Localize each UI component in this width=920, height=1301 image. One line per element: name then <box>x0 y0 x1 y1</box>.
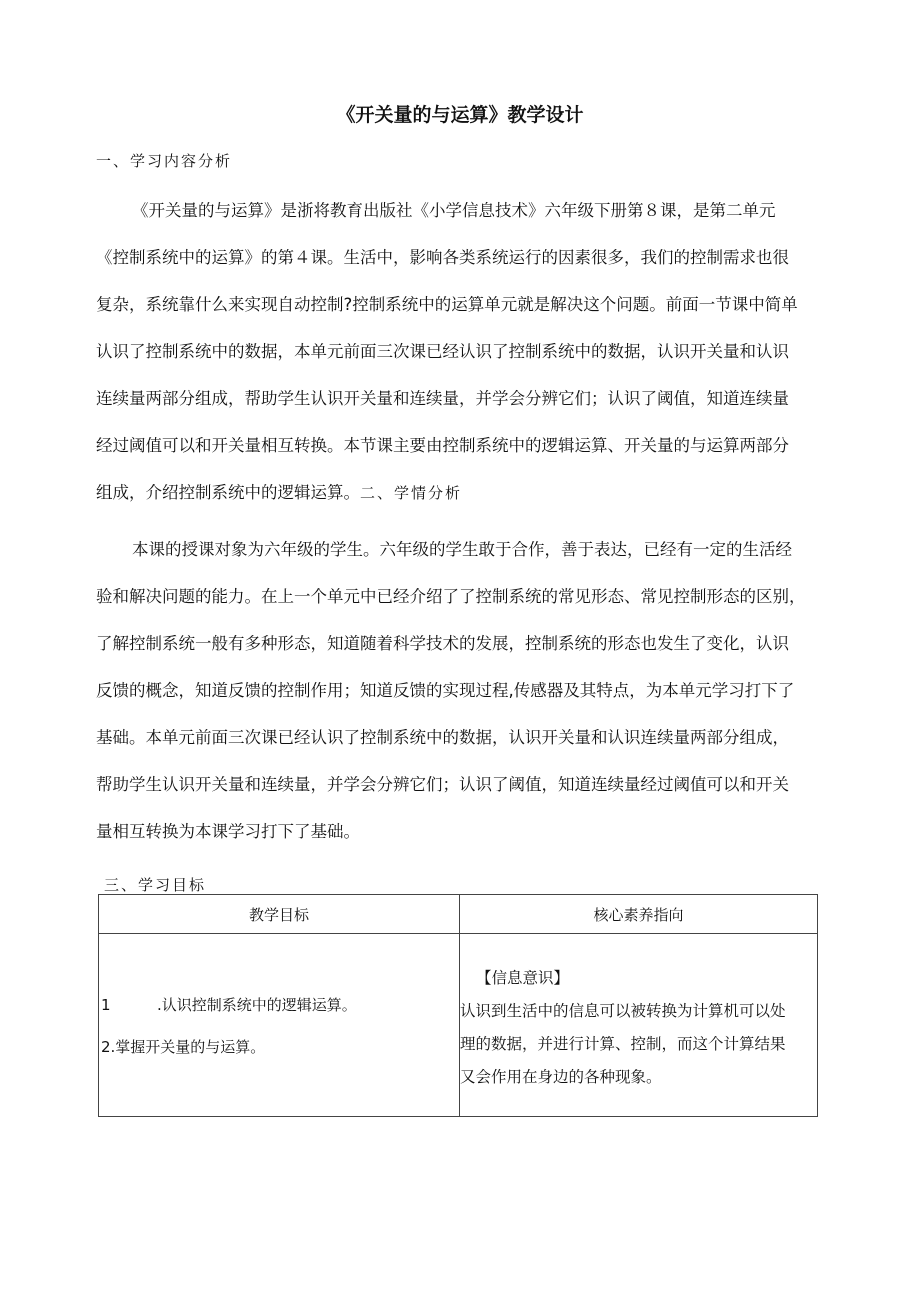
goal-item <box>101 1036 265 1057</box>
table-row <box>99 934 818 1117</box>
table-header-row <box>99 895 818 934</box>
paragraph-line: 了解控制系统一般有多种形态，知道随着科学技术的发展，控制系统的形态也发生了变化，认识 <box>96 634 789 653</box>
paragraph-line: 帮助学生认识开关量和连续量，并学会分辨它们；认识了阈值，知道连续量经过阈值可以和开关 <box>96 775 789 794</box>
paragraph-line: 《开关量的与运算》是浙将教育出版社《小学信息技术》六年级下册第８课，是第二单元 <box>132 201 776 220</box>
goal-text: .认识控制系统中的逻辑运算。 <box>157 996 357 1014</box>
table-header-teaching-goals: 教学目标 <box>99 895 460 934</box>
learner-analysis-paragraph <box>96 526 824 855</box>
paragraph-line: 认识了控制系统中的数据，本单元前面三次课已经认识了控制系统中的数据，认识开关量和认识 <box>96 342 789 361</box>
paragraph-line: 量相互转换为本课学习打下了基础。 <box>96 822 360 841</box>
paragraph-line: 本课的授课对象为六年级的学生。六年级的学生敢于合作，善于表达，已经有一定的生活经 <box>132 540 792 559</box>
paragraph-line: 基础。本单元前面三次课已经认识了控制系统中的数据，认识开关量和认识连续量两部分组成， <box>96 728 789 747</box>
section-heading-learning-goals: 三、学习目标 <box>104 876 207 894</box>
content-analysis-paragraph <box>96 187 824 517</box>
goal-item <box>101 994 357 1015</box>
paragraph-line: 经过阈值可以和开关量相互转换。本节课主要由控制系统中的逻辑运算、开关量的与运算两部分 <box>96 436 789 455</box>
learning-goals-table <box>98 894 818 1117</box>
core-literacy-line: 理的数据，并进行计算、控制，而这个计算结果 <box>460 1035 786 1053</box>
paragraph-line: 连续量两部分组成，帮助学生认识开关量和连续量，并学会分辨它们；认识了阈值，知道连续量 <box>96 389 789 408</box>
paragraph-line: 验和解决问题的能力。在上一个单元中已经介绍了了控制系统的常见形态、常见控制形态的区别， <box>96 587 806 606</box>
paragraph-line: 组成，介绍控制系统中的逻辑运算。 <box>96 483 360 502</box>
goal-number: 1 <box>101 996 111 1014</box>
core-literacy-cell <box>460 934 818 1117</box>
document-title: 《开关量的与运算》教学设计 <box>336 104 584 126</box>
section-heading-content-analysis: 一、学习内容分析 <box>96 152 233 170</box>
paragraph-line: 《控制系统中的运算》的第４课。生活中，影响各类系统运行的因素很多，我们的控制需求也很 <box>96 248 789 267</box>
paragraph-line-with-heading <box>96 469 824 517</box>
teaching-goals-cell <box>99 934 460 1117</box>
core-literacy-tag: 【信息意识】 <box>476 969 570 987</box>
paragraph-line: 反馈的概念，知道反馈的控制作用；知道反馈的实现过程,传感器及其特点，为本单元学习打下了 <box>96 681 795 700</box>
paragraph-line: 复杂，系统靠什么来实现自动控制?控制系统中的运算单元就是解决这个问题。前面一节课中简单 <box>96 295 798 314</box>
section-heading-learner-analysis: 二、学情分析 <box>360 484 463 502</box>
core-literacy-line: 又会作用在身边的各种现象。 <box>460 1068 662 1086</box>
table-header-core-literacy: 核心素养指向 <box>460 895 818 934</box>
core-literacy-line: 认识到生活中的信息可以被转换为计算机可以处 <box>460 1002 786 1020</box>
core-literacy-content <box>460 934 817 1094</box>
goal-text: 2.掌握开关量的与运算。 <box>101 1038 266 1056</box>
